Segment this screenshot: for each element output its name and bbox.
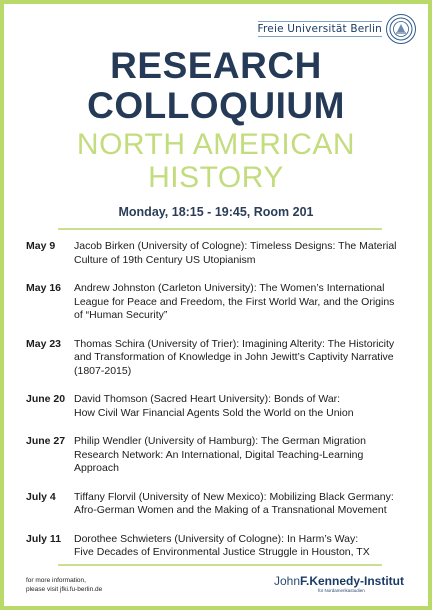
jfk-logo-subtitle: für Nordamerikastudien — [317, 588, 365, 593]
divider-top — [58, 228, 382, 230]
schedule-date: May 16 — [26, 282, 62, 294]
talk-line: Dorothee Schwieters (University of Cologne): In Harm’s Way: — [74, 532, 359, 545]
schedule-date: May 9 — [26, 240, 56, 252]
schedule-date: June 20 — [26, 393, 66, 405]
schedule-talk — [74, 533, 426, 560]
session-time: Monday, 18:15 - 19:45, Room 201 — [118, 205, 314, 219]
footer-info-link[interactable]: please visit jfki.fu-berlin.de — [26, 586, 103, 593]
jfk-logo-text — [274, 574, 404, 588]
talk-line: David Thomson (Sacred Heart University): Bonds of War: — [74, 393, 341, 405]
schedule-row — [26, 533, 426, 560]
talk-line: League for Peace and Freedom, the First World War, and the Origins — [74, 295, 395, 308]
schedule-row — [26, 491, 426, 518]
talk-line: Thomas Schira (University of Trier): Imagining Alterity: The Historicity — [74, 337, 395, 350]
schedule-date: May 23 — [26, 337, 62, 350]
schedule-date: June 27 — [26, 435, 66, 447]
talk-line: Culture of 19th Century US Utopianism — [74, 253, 256, 266]
schedule-talk — [74, 338, 426, 379]
talk-line: Andrew Johnston (Carleton University): The Women’s International — [74, 282, 385, 294]
schedule-row — [26, 435, 426, 476]
title-line-1: RESEARCH — [110, 45, 322, 86]
schedule-date: July 11 — [26, 532, 62, 545]
schedule-talk — [74, 393, 426, 420]
talk-line: Research Network: An International, Digital Teaching-Learning — [74, 448, 364, 461]
talk-line: Afro-German Women and the Making of a Transnational Movement — [74, 504, 387, 516]
university-seal-icon — [386, 14, 416, 44]
schedule-date: July 4 — [26, 490, 56, 503]
talk-line: of “Human Security” — [74, 309, 168, 321]
footer-info-line: for more information, — [26, 577, 86, 584]
title-block — [4, 46, 428, 194]
talk-line: Jacob Birken (University of Cologne): Timeless Designs: The Material — [74, 240, 397, 252]
schedule-talk — [74, 491, 426, 518]
talk-line: (1807-2015) — [74, 364, 132, 377]
schedule-talk — [74, 282, 426, 323]
talk-line: Philip Wendler (University of Hamburg): The German Migration — [74, 435, 366, 447]
schedule-row — [26, 240, 426, 267]
talk-line: and Transformation of Knowledge in John Jewitt’s Captivity Narrative — [74, 351, 394, 363]
fu-berlin-logo-text: Freie Universität Berlin — [257, 23, 382, 35]
jfk-logo-part2: F.Kennedy-Institut — [300, 574, 404, 588]
schedule-list — [26, 240, 426, 560]
jfk-institute-logo — [273, 574, 404, 593]
talk-line: Tiffany Florvil (University of New Mexico): Mobilizing Black Germany: — [74, 490, 394, 503]
schedule-row — [26, 393, 426, 420]
fu-berlin-logo — [258, 14, 416, 44]
schedule-talk — [74, 435, 426, 476]
talk-line: Five Decades of Environmental Justice Struggle in Houston, TX — [74, 546, 370, 558]
talk-line: Approach — [74, 462, 119, 474]
talk-line: How Civil War Financial Agents Sold the World on the Union — [74, 406, 354, 419]
schedule-talk — [74, 240, 426, 267]
schedule-row — [26, 282, 426, 323]
schedule-row — [26, 338, 426, 379]
title-line-2: COLLOQUIUM — [87, 85, 345, 126]
footer-info — [26, 576, 102, 594]
divider-bottom — [58, 564, 382, 566]
subtitle-line-1: NORTH AMERICAN — [76, 128, 356, 161]
jfk-logo-part1: John — [273, 574, 300, 588]
subtitle-line-2: HISTORY — [148, 161, 284, 194]
